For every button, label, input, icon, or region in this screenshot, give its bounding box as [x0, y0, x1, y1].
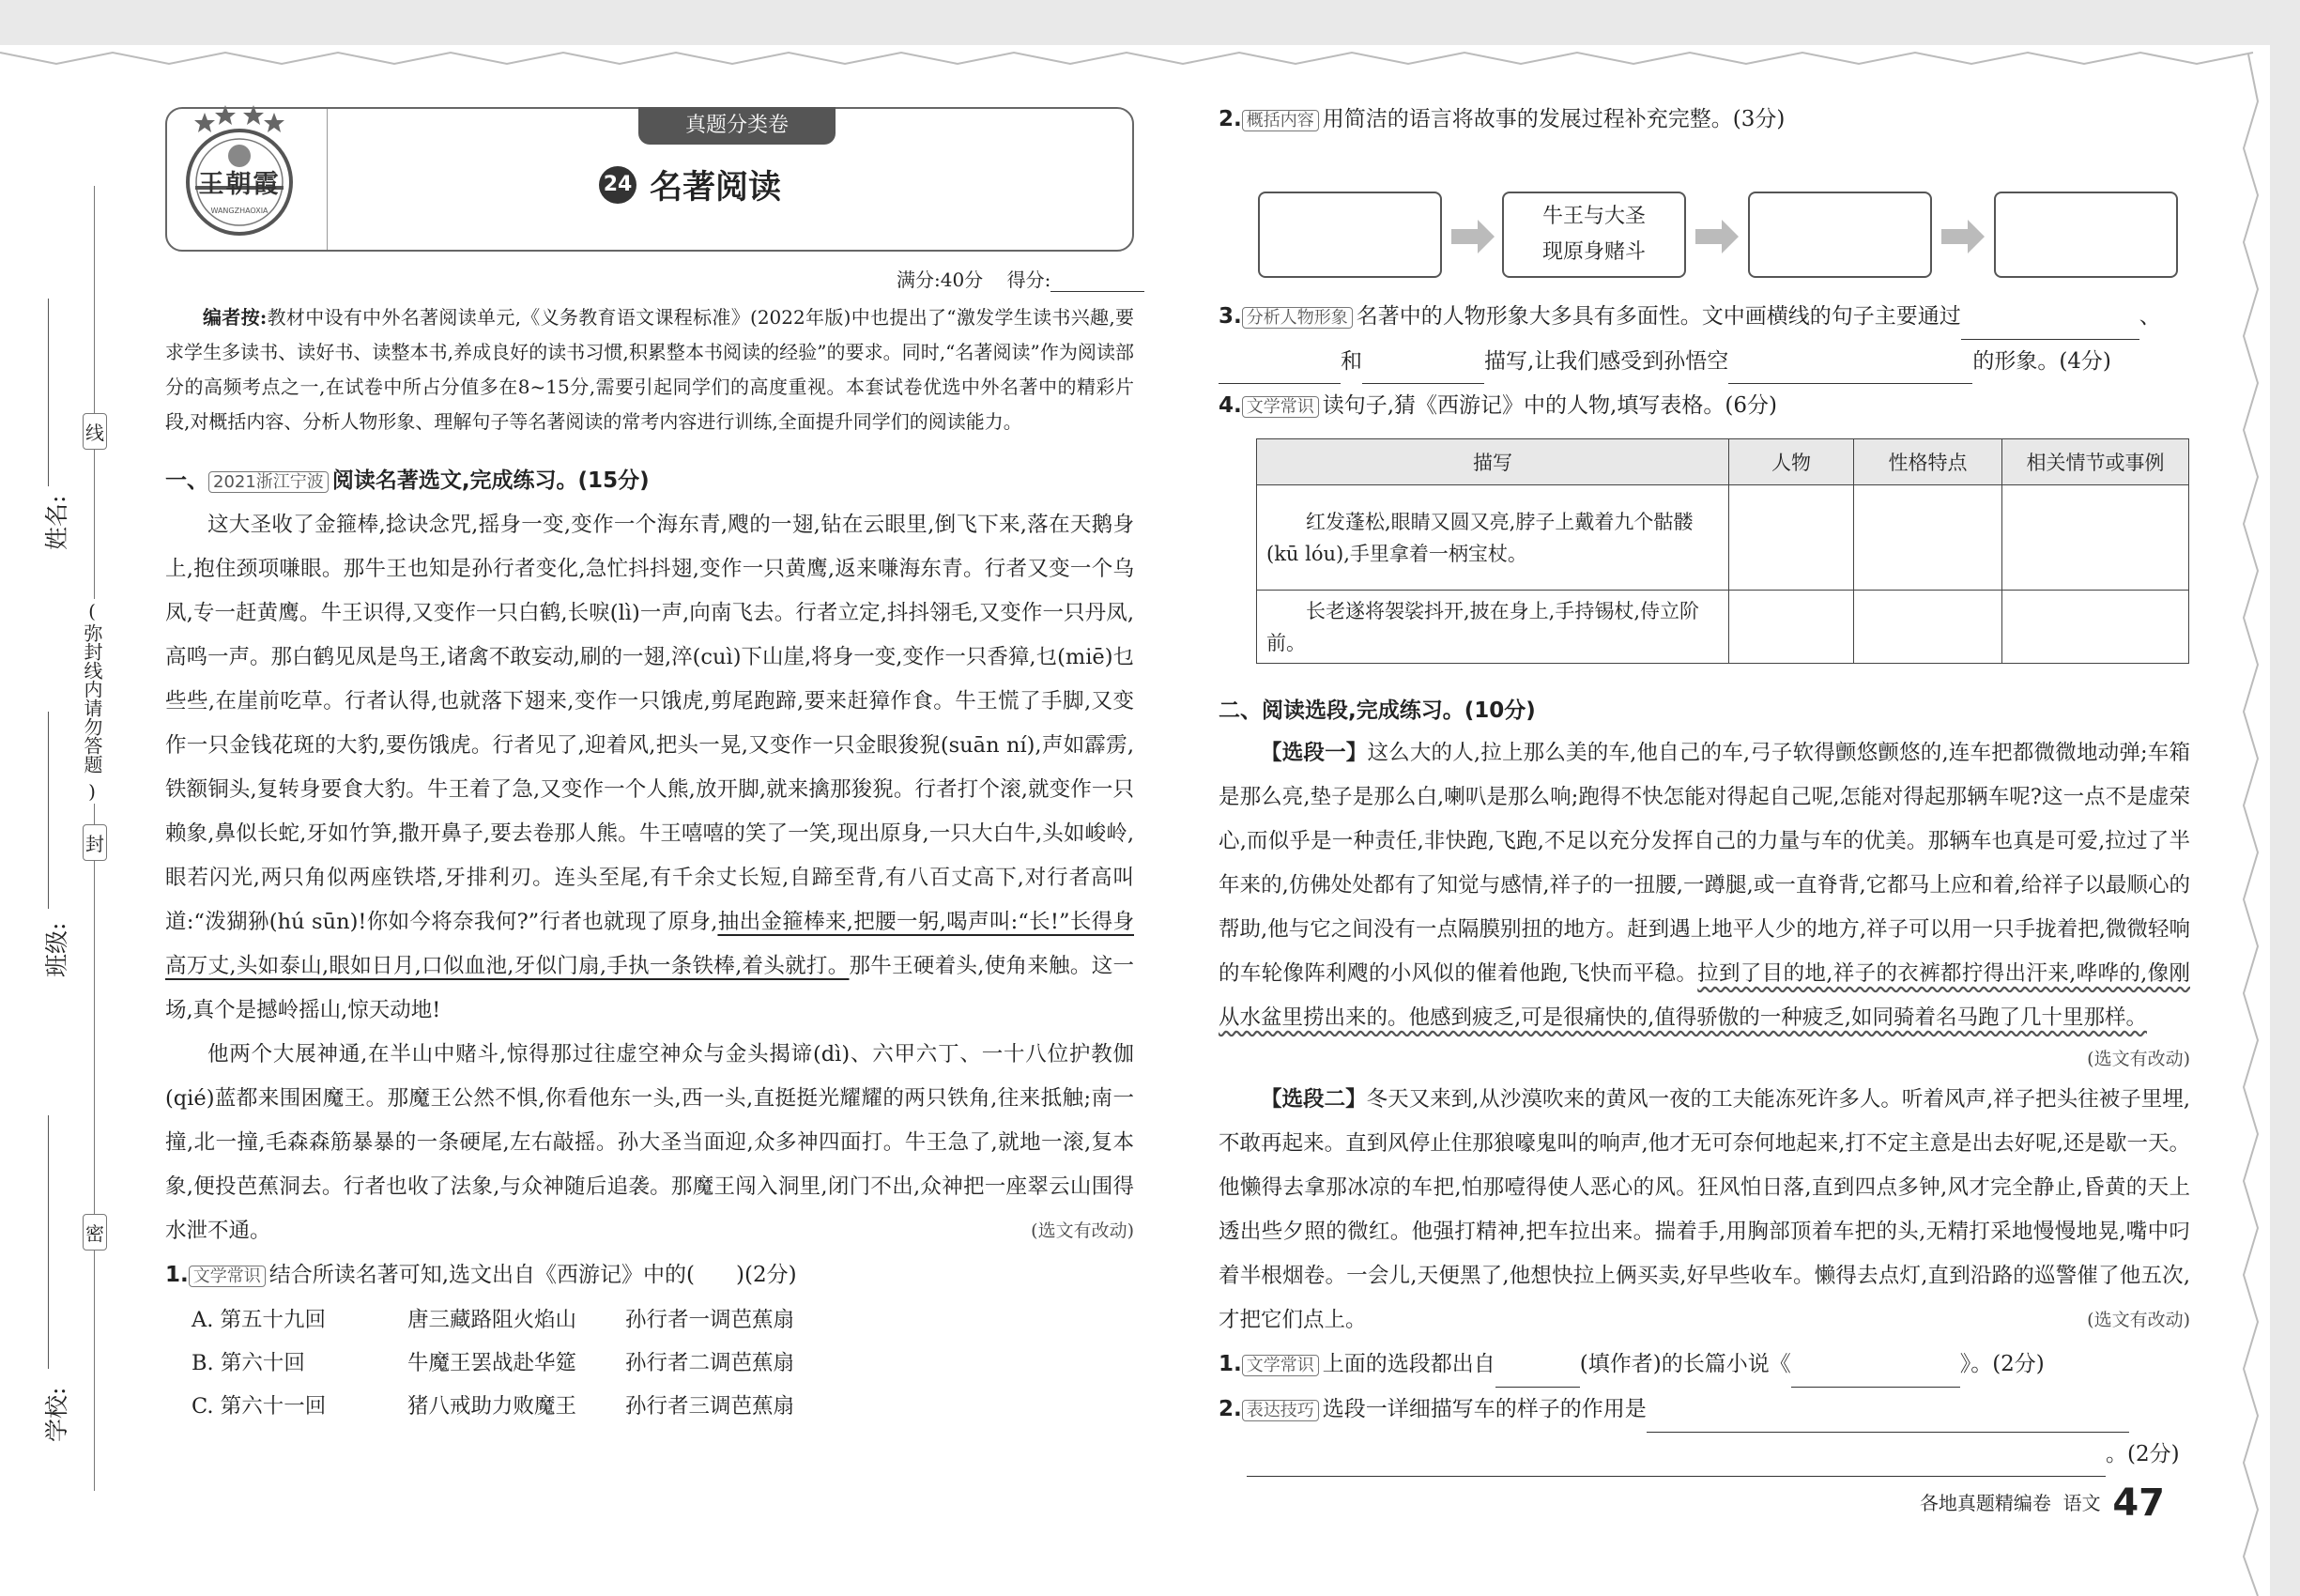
section1-prefix: 一、 — [165, 468, 208, 493]
excerpt-1 — [1219, 731, 2190, 1040]
q3-blank-3[interactable] — [1362, 355, 1484, 384]
q2-text: 用简洁的语言将故事的发展过程补充完整。(3分) — [1322, 107, 1786, 131]
flow-box-2-line2: 现原身赌斗 — [1541, 240, 1646, 264]
option-b[interactable]: B. 第六十回 牛魔王罢战赴华筵 孙行者二调芭蕉扇 — [192, 1351, 795, 1375]
section2-question-1 — [1219, 1343, 2190, 1388]
excerpt-2-note: (选文有改动) — [2087, 1310, 2190, 1330]
underlined-sentence: 抽出金箍棒来,把腰一躬,喝声叫:“长!”长得身高万丈,头如泰山,眼如日月,口似血池,牙似门扇,手执一条铁棒,着头就打。 — [165, 910, 1134, 978]
q3-text-3: 和 — [1341, 349, 1362, 374]
flow-arrow-2-icon — [1695, 218, 1740, 255]
q3-tag: 分析人物形象 — [1242, 307, 1353, 329]
q2-number: 2. — [1219, 107, 1242, 131]
q3-text-4: 描写,让我们感受到孙悟空 — [1484, 349, 1729, 374]
s2q1-text-1: 上面的选段都出自 — [1322, 1352, 1495, 1376]
character-table — [1256, 438, 2189, 664]
page-number: 47 — [2112, 1481, 2165, 1525]
excerpt-1-label: 【选段一】 — [1261, 741, 1368, 765]
row1-events-cell[interactable] — [2002, 485, 2189, 591]
th-events: 相关情节或事例 — [2002, 439, 2189, 485]
q3-text-2: 、 — [2139, 304, 2161, 329]
name-line[interactable] — [48, 299, 49, 486]
passage2-text: 他两个大展神通,在半山中赌斗,惊得那过往虚空神众与金头揭谛(dì)、六甲六丁、一十八位护教伽(qié)蓝都来围困魔王。那魔王公然不惧,你看他东一头,西一头,直挺挺光耀耀的两只铁角,往来抵触;南一撞,北一撞,毛森森筋暴暴的一条硬尾,左右敲摇。孙大圣当面迎,众多神四面打。牛王急了,就地一滚,复本象,便投芭蕉洞去。行者也收了法象,与众神随后追袭。那魔王闯入洞里,闭门不出,众神把一座翠云山围得水泄不通。 — [165, 1042, 1134, 1243]
section1-heading-text: 阅读名著选文,完成练习。(15分) — [331, 468, 650, 493]
author-blank[interactable] — [1495, 1358, 1580, 1388]
s2q2-blank-2[interactable] — [1247, 1448, 2106, 1477]
excerpt-2-text: 冬天又来到,从沙漠吹来的黄风一夜的工夫能冻死许多人。听着风声,祥子把头往被子里埋,不敢再起来。直到风停止住那狼嚎鬼叫的响声,他才无可奈何地起来,打不定主意是出去好呢,还是歇一天。他懒得去拿那冰凉的车把,怕那噎得使人恶心的风。狂风怕日落,直到四点多钟,风才完全静止,昏黄的天上透出些夕照的微红。他强打精神,把车拉出来。揣着手,用胸部顶着车把的头,无精打采地慢慢地晃,嘴中叼着半根烟卷。一会儿,天便黑了,他想快拉上俩买卖,好早些收车。懒得去点灯,直到沿路的巡警催了他五次,才把它们点上。 — [1219, 1087, 2190, 1332]
q3-text-1: 名著中的人物形象大多具有多面性。文中画横线的句子主要通过 — [1356, 304, 1961, 329]
table-row — [1257, 485, 2189, 591]
flow-box-4[interactable] — [1994, 192, 2178, 278]
right-question-2 — [1219, 98, 2190, 143]
q2-tag: 概括内容 — [1242, 110, 1319, 131]
s2q1-text-2: (填作者)的长篇小说《 — [1579, 1352, 1791, 1376]
chapter-title-text: 名著阅读 — [650, 169, 782, 207]
chapter-title — [599, 161, 781, 208]
section2-heading: 二、阅读选段,完成练习。(10分) — [1219, 698, 1536, 723]
q1-number: 1. — [165, 1263, 189, 1287]
q4-text: 读句子,猜《西游记》中的人物,填写表格。(6分) — [1322, 393, 1777, 418]
q4-tag: 文学常识 — [1242, 396, 1319, 418]
flow-box-3[interactable] — [1748, 192, 1932, 278]
q3-blank-4[interactable] — [1728, 355, 1972, 384]
q1-text-b: )(2分) — [736, 1263, 797, 1287]
editor-note — [165, 300, 1134, 439]
left-column — [165, 300, 1134, 1428]
passage2-note: (选文有改动) — [1031, 1220, 1134, 1241]
right-question-4 — [1219, 384, 2190, 429]
category-banner: 真题分类卷 — [638, 107, 836, 145]
q4-number: 4. — [1219, 393, 1242, 418]
table-header-row — [1257, 439, 2189, 485]
right-column — [1219, 98, 2190, 143]
section1-heading — [165, 462, 1134, 501]
editor-note-label: 编者按: — [203, 306, 268, 329]
s2q1-number: 1. — [1219, 1352, 1242, 1376]
class-line[interactable] — [48, 712, 49, 909]
seal-char-1: 线 — [83, 413, 107, 450]
th-description: 描写 — [1257, 439, 1729, 485]
footer-book: 各地真题精编卷 — [1919, 1492, 2051, 1514]
row1-description: 红发蓬松,眼睛又圆又亮,脖子上戴着九个骷髅(kū lóu),手里拿着一柄宝杖。 — [1257, 485, 1729, 591]
earned-score-label: 得分: — [1006, 269, 1051, 291]
title-box — [165, 107, 1134, 252]
s2q1-tag: 文学常识 — [1242, 1355, 1319, 1376]
class-label: 班级: — [43, 922, 70, 977]
right-question-3 — [1219, 295, 2190, 384]
q3-number: 3. — [1219, 304, 1242, 329]
s2q1-text-3: 》。(2分) — [1959, 1352, 2045, 1376]
option-c[interactable]: C. 第六十一回 猪八戒助力败魔王 孙行者三调芭蕉扇 — [192, 1394, 795, 1419]
school-label: 学校: — [43, 1387, 70, 1442]
passage-paragraph-1 — [165, 503, 1134, 1033]
logo-text: 王朝霞 — [198, 170, 281, 199]
excerpt-1-text: 这么大的人,拉上那么美的车,他自己的车,弓子软得颤悠颤悠的,连车把都微微地动弹;车箱是那么亮,垫子是那么白,喇叭是那么响;跑得不快怎能对得起自己呢,怎能对得起那辆车呢?这一点不是虚荣心,而似乎是一种责任,非快跑,飞跑,不足以充分发挥自己的力量与车的优美。那辆车也真是可爱,拉过了半年来的,仿佛处处都有了知觉与感情,祥子的一扭腰,一蹲腿,或一直脊背,它都马上应和着,给祥子以最顺心的帮助,他与它之间没有一点隔膜别扭的地方。赶到遇上地平人少的地方,祥子可以用一只手拢着把,微微轻响的车轮像阵利飕的小风似的催着他跑,飞快而平稳。 — [1219, 741, 2190, 986]
s2q2-blank-1[interactable] — [1647, 1404, 2129, 1433]
full-score: 满分:40分 — [897, 269, 984, 291]
passage-paragraph-2 — [165, 1033, 1134, 1253]
wavy-underlined-sentence: 拉到了目的地,祥子的衣裤都拧得出汗来,哗哗的,像刚从水盆里捞出来的。他感到疲乏,可是很痛快的,值得骄傲的一种疲乏,如同骑着名马跑了几十里那样。 — [1219, 961, 2190, 1030]
s2q2-number: 2. — [1219, 1397, 1242, 1421]
s2q2-tag: 表达技巧 — [1242, 1400, 1319, 1421]
q3-text-5: 的形象。(4分) — [1972, 349, 2111, 374]
row1-character-cell[interactable] — [1729, 485, 1854, 591]
logo-divider — [327, 109, 328, 250]
excerpt-2-label: 【选段二】 — [1261, 1087, 1367, 1112]
q1-text-a: 结合所读名著可知,选文出自《西游记》中的( — [268, 1263, 696, 1287]
score-line — [897, 265, 1144, 292]
table-row — [1257, 591, 2189, 664]
name-label: 姓名: — [43, 495, 70, 550]
exam-page — [0, 45, 2270, 1596]
s2q2-text-2: 。(2分) — [2106, 1442, 2180, 1466]
flow-box-2-line1: 牛王与大圣 — [1541, 205, 1646, 228]
logo-subtext: WANGZHAOXIA — [210, 207, 268, 215]
excerpt-1-note: (选文有改动) — [2087, 1049, 2190, 1069]
flow-box-1[interactable] — [1258, 192, 1442, 278]
footer — [1920, 1481, 2165, 1525]
passage1-text: 这大圣收了金箍棒,捻诀念咒,摇身一变,变作一个海东青,飕的一翅,钻在云眼里,倒飞下来,落在天鹅身上,抱住颈项嗛眼。那牛王也知是孙行者变化,急忙抖抖翅,变作一只黄鹰,返来嗛海东青。行者又变一个乌凤,专一赶黄鹰。牛王识得,又变作一只白鹤,长唳(lì)一声,向南飞去。行者立定,抖抖翎毛,又变作一只丹凤,高鸣一声。那白鹤见凤是鸟王,诸禽不敢妄动,刷的一翅,淬(cuì)下山崖,将身一变,变作一只香獐,乜(miē)乜些些,在崖前吃草。行者认得,也就落下翅来,变作一只饿虎,剪尾跑蹄,要来赶獐作食。牛王慌了手脚,又变作一只金钱花斑的大豹,要伤饿虎。行者见了,迎着风,把头一晃,又变作一只金眼狻猊(suān ní),声如霹雳,铁额铜头,复转身要食大豹。牛王着了急,又变作一个人熊,放开脚,就来擒那狻猊。行者打个滚,就变作一只赖象,鼻似长蛇,牙如竹笋,撒开鼻子,要去卷那人熊。牛王嘻嘻的笑了一笑,现出原身,一只大白牛,头如峻岭,眼若闪光,两只角似两座铁塔,牙排利刃。连头至尾,有千余丈长短,自蹄至背,有八百丈高下,对行者高叫道:“泼猢狲(hú sūn)!你如今将奈我何?”行者也就现了原身, — [165, 513, 1134, 934]
school-line[interactable] — [48, 1115, 49, 1369]
section2-question-2 — [1219, 1388, 2190, 1477]
row1-personality-cell[interactable] — [1854, 485, 2002, 591]
option-a[interactable]: A. 第五十九回 唐三藏路阻火焰山 孙行者一调芭蕉扇 — [192, 1308, 795, 1332]
row2-personality-cell[interactable] — [1854, 591, 2002, 664]
footer-subject: 语文 — [2062, 1492, 2101, 1514]
chapter-number-badge: 24 — [599, 166, 636, 204]
logo — [178, 100, 300, 240]
flow-arrow-3-icon — [1941, 218, 1986, 255]
seal-char-2: 封 — [83, 824, 107, 861]
q3-blank-2[interactable] — [1219, 355, 1341, 384]
flow-box-2 — [1502, 192, 1686, 278]
section1-question-1 — [165, 1253, 1134, 1298]
right-column-lower — [1219, 295, 2190, 1477]
seal-char-3: 密 — [83, 1214, 107, 1251]
passage1-end: 那牛王硬着头,使角来触。这一场,真个是撼岭摇山,惊天动地! — [165, 954, 1134, 1022]
section1-source-tag: 2021浙江宁波 — [208, 471, 329, 493]
row2-description: 长老遂将袈裟抖开,披在身上,手持锡杖,侍立阶前。 — [1257, 591, 1729, 664]
excerpt-2 — [1219, 1078, 2190, 1343]
warning-text: ( 弥封线内请勿答题 ) — [81, 600, 103, 803]
q3-blank-1[interactable] — [1961, 311, 2139, 340]
q1-options — [165, 1298, 1134, 1428]
row2-character-cell[interactable] — [1729, 591, 1854, 664]
binding-sidebar — [43, 186, 146, 1519]
th-character: 人物 — [1729, 439, 1854, 485]
th-personality: 性格特点 — [1854, 439, 2002, 485]
q1-tag: 文学常识 — [189, 1266, 266, 1287]
s2q2-text-1: 选段一详细描写车的样子的作用是 — [1322, 1397, 1647, 1421]
editor-note-text: 教材中设有中外名著阅读单元,《义务教育语文课程标准》(2022年版)中也提出了“激发学生读书兴趣,要求学生多读书、读好书、读整本书,养成良好的读书习惯,积累整本书阅读的经验”的要求。同时,“名著阅读”作为阅读部分的高频考点之一,在试卷中所占分值多在8~15分,需要引起同学们的高度重视。本套试卷优选中外名著中的精彩片段,对概括内容、分析人物形象、理解句子等名著阅读的常考内容进行训练,全面提升同学们的阅读能力。 — [165, 306, 1134, 433]
earned-score-blank[interactable] — [1050, 270, 1144, 292]
row2-events-cell[interactable] — [2002, 591, 2189, 664]
novel-title-blank[interactable] — [1791, 1358, 1960, 1388]
flow-arrow-1-icon — [1451, 218, 1496, 255]
